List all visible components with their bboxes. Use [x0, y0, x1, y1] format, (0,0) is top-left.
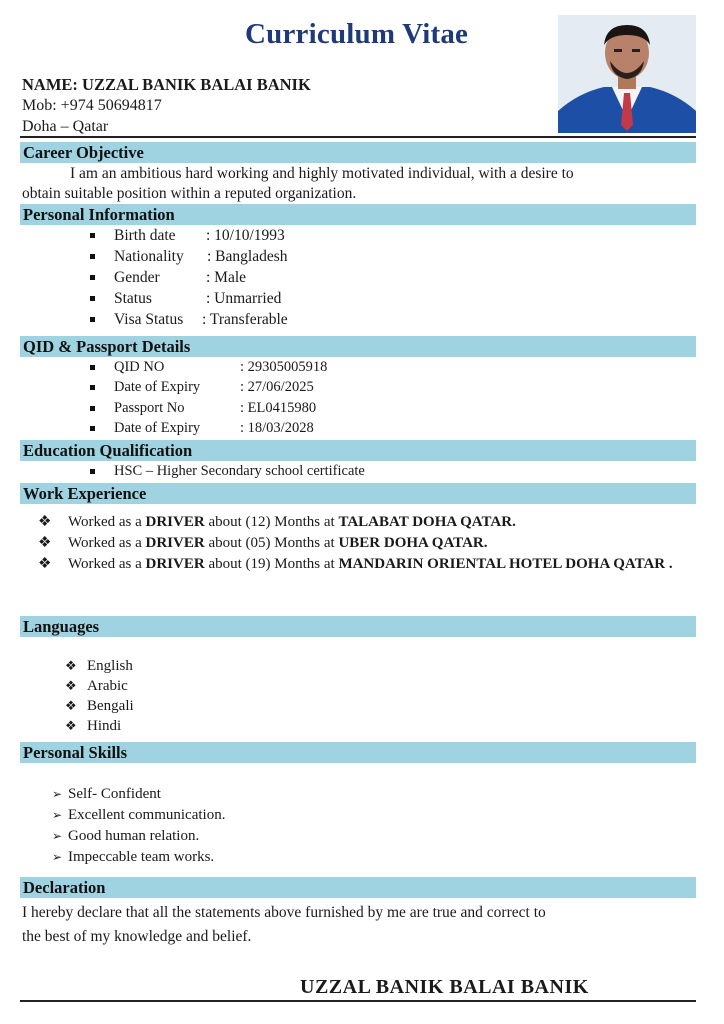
arrowhead-icon: ➢	[52, 787, 63, 801]
list-item: Gender : Male	[90, 267, 490, 288]
four-diamond-icon: ❖	[38, 514, 52, 530]
list-item: Date of Expiry : 27/06/2025	[90, 377, 490, 397]
header-divider	[20, 136, 696, 138]
section-languages	[20, 616, 696, 637]
section-personal-information	[20, 204, 696, 225]
square-bullet-icon	[90, 254, 95, 259]
four-diamond-icon: ❖	[65, 698, 77, 713]
objective-line-1: I am an ambitious hard working and highly motivated individual, with a desire to	[70, 165, 574, 182]
candidate-name: NAME: UZZAL BANIK BALAI BANIK	[22, 75, 311, 94]
person-portrait-icon	[558, 15, 696, 133]
personal-info-list	[90, 225, 490, 330]
declaration-line-2: the best of my knowledge and belief.	[22, 928, 252, 945]
section-title: Personal Information	[23, 205, 175, 224]
declaration-line-1: I hereby declare that all the statements above furnished by me are true and correct to	[22, 904, 546, 921]
list-item: ➢ Excellent communication.	[52, 805, 225, 826]
section-title: Work Experience	[23, 484, 147, 503]
list-item: Passport No : EL0415980	[90, 398, 490, 418]
languages-list	[65, 656, 134, 736]
four-diamond-icon: ❖	[38, 556, 52, 572]
list-item: Date of Expiry : 18/03/2028	[90, 418, 490, 438]
list-item: ❖ Worked as a DRIVER about (19) Months at MANDARIN ORIENTAL HOTEL DOHA QATAR .	[38, 556, 673, 572]
four-diamond-icon: ❖	[65, 658, 77, 673]
square-bullet-icon	[90, 296, 95, 301]
section-education	[20, 440, 696, 461]
location: Doha – Qatar	[22, 118, 109, 135]
square-bullet-icon	[90, 233, 95, 238]
list-item: HSC – Higher Secondary school certificate	[90, 461, 590, 481]
list-item: ❖ English	[65, 658, 133, 674]
section-title: Education Qualification	[23, 441, 193, 460]
square-bullet-icon	[90, 365, 95, 370]
arrowhead-icon: ➢	[52, 829, 63, 843]
skills-list	[52, 784, 225, 868]
list-item: Birth date : 10/10/1993	[90, 225, 490, 246]
section-work-experience	[20, 483, 696, 504]
list-item: ➢ Good human relation.	[52, 826, 225, 847]
arrowhead-icon: ➢	[52, 850, 63, 864]
qid-passport-list	[90, 357, 490, 438]
square-bullet-icon	[90, 317, 95, 322]
four-diamond-icon: ❖	[65, 678, 77, 693]
signature-name: UZZAL BANIK BALAI BANIK	[300, 976, 589, 998]
contact-block	[22, 74, 311, 137]
list-item: ❖ Worked as a DRIVER about (12) Months at TALABAT DOHA QATAR.	[38, 514, 516, 530]
list-item: ➢ Self- Confident	[52, 784, 225, 805]
square-bullet-icon	[90, 275, 95, 280]
section-title: Languages	[23, 617, 100, 636]
work-experience-list	[38, 512, 688, 575]
education-list	[90, 461, 590, 481]
page-title: Curriculum Vitae	[245, 18, 469, 50]
arrowhead-icon: ➢	[52, 808, 63, 822]
mobile-number: Mob: +974 50694817	[22, 97, 162, 114]
list-item: QID NO : 29305005918	[90, 357, 490, 377]
section-personal-skills	[20, 742, 696, 763]
list-item: ❖ Worked as a DRIVER about (05) Months at UBER DOHA QATAR.	[38, 535, 488, 551]
list-item: ➢ Impeccable team works.	[52, 847, 225, 868]
four-diamond-icon: ❖	[38, 535, 52, 551]
square-bullet-icon	[90, 385, 95, 390]
four-diamond-icon: ❖	[65, 718, 77, 733]
square-bullet-icon	[90, 469, 95, 474]
list-item: Visa Status : Transferable	[90, 309, 490, 330]
list-item: Nationality : Bangladesh	[90, 246, 490, 267]
square-bullet-icon	[90, 426, 95, 431]
footer-divider	[20, 1000, 696, 1002]
section-career-objective	[20, 142, 696, 163]
section-title: Personal Skills	[23, 743, 128, 762]
list-item: ❖ Bengali	[65, 698, 134, 714]
section-qid-passport	[20, 336, 696, 357]
list-item: ❖ Arabic	[65, 678, 128, 694]
list-item: ❖ Hindi	[65, 718, 122, 734]
profile-photo	[558, 15, 696, 133]
list-item: Status : Unmarried	[90, 288, 490, 309]
square-bullet-icon	[90, 406, 95, 411]
section-title: Career Objective	[23, 143, 144, 162]
objective-line-2: obtain suitable position within a reputed organization.	[22, 185, 357, 202]
section-title: Declaration	[23, 878, 106, 897]
section-title: QID & Passport Details	[23, 337, 191, 356]
section-declaration	[20, 877, 696, 898]
